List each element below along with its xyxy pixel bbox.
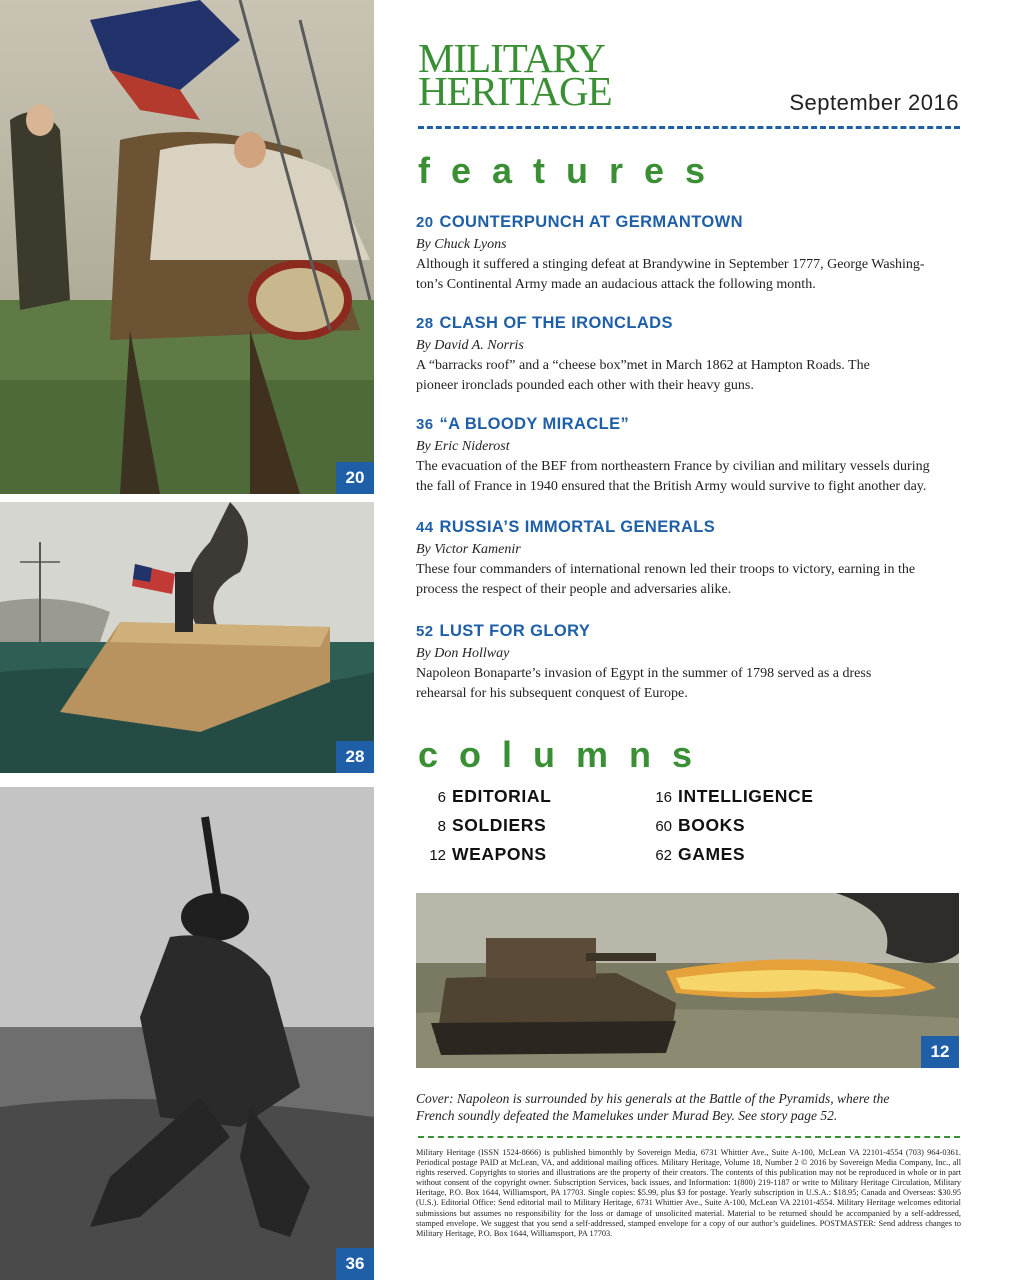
ironclad-painting-illustration	[0, 502, 374, 773]
feature-title	[416, 313, 964, 334]
description-line: The evacuation of the BEF from northeastern France by civilian and military vessels during	[416, 459, 930, 474]
description-line: Although it suffered a stinging defeat at Brandywine in September 1777, George Washing-	[416, 257, 925, 272]
feature-item[interactable]	[416, 212, 964, 295]
column-page-number: 62	[655, 847, 672, 864]
feature-byline: By David A. Norris	[416, 338, 524, 353]
feature-description	[416, 457, 964, 497]
feature-page-number: 36	[416, 416, 434, 433]
description-line: rehearsal for his subsequent conquest of Europe.	[416, 686, 688, 701]
description-line: A “barracks roof” and a “cheese box”met in March 1862 at Hampton Roads. The	[416, 358, 870, 373]
feature-item[interactable]	[416, 414, 964, 497]
column-item-books[interactable]	[644, 815, 874, 836]
column-label: BOOKS	[678, 815, 746, 835]
masthead-divider	[418, 126, 960, 129]
description-line: process the respect of their people and adversaries alike.	[416, 582, 732, 597]
features-heading: features	[418, 150, 727, 191]
brand-logo-line1: MILITARY	[418, 35, 605, 81]
column-item-intelligence[interactable]	[644, 786, 874, 807]
caption-line: French soundly defeated the Mamelukes under Murad Bey. See story page 52.	[416, 1108, 838, 1123]
column-page-number: 6	[437, 789, 446, 806]
feature-page-number: 44	[416, 519, 434, 536]
battle-painting-illustration	[0, 0, 374, 494]
masthead	[418, 35, 963, 120]
feature-title	[416, 212, 964, 233]
tank-photograph-illustration	[416, 893, 959, 1068]
columns-heading: columns	[418, 734, 714, 775]
feature-title-text: CLASH OF THE IRONCLADS	[439, 314, 673, 332]
feature-description	[416, 560, 964, 600]
column-item-soldiers[interactable]	[418, 815, 648, 836]
column-item-weapons[interactable]	[418, 844, 648, 865]
soldier-photograph-illustration	[0, 787, 374, 1280]
feature-byline: By Eric Niderost	[416, 439, 510, 454]
column-page-number: 16	[655, 789, 672, 806]
column-page-number: 60	[655, 818, 672, 835]
description-line: Napoleon Bonaparte’s invasion of Egypt in the summer of 1798 served as a dress	[416, 666, 872, 681]
photo-ironclad-painting	[0, 502, 374, 773]
feature-byline: By Don Hollway	[416, 646, 510, 661]
column-item-editorial[interactable]	[418, 786, 648, 807]
feature-description	[416, 664, 964, 704]
feature-byline: By Victor Kamenir	[416, 542, 521, 557]
feature-title-text: RUSSIA’S IMMORTAL GENERALS	[439, 518, 716, 536]
feature-page-number: 52	[416, 623, 434, 640]
column-label: WEAPONS	[452, 844, 547, 864]
description-line: pioneer ironclads pounded each other with their heavy guns.	[416, 378, 754, 393]
page-badge-28: 28	[336, 741, 374, 773]
cover-caption	[416, 1090, 961, 1124]
photo-flamethrower-tank	[416, 893, 959, 1068]
column-item-games[interactable]	[644, 844, 874, 865]
feature-page-number: 20	[416, 214, 434, 231]
publication-info: Military Heritage (ISSN 1524-8666) is published bimonthly by Sovereign Media, 6731 Whittier Ave., Suite A-100, McLean VA 22101-4554 (703) 964-0361. Periodical postage PAID at McLean, VA, and additional mailing offices. Military Heritage, Volume 18, Number 2 © 2016 by Sovereign Media Company, Inc., all rights reserved. Copyrights to stories and illustrations are the property of their creators. The contents of this publication may not be reproduced in whole or in part without consent of the copyright owner. Subscription Services, back issues, and Information: 1(800) 219-1187 or write to Military Heritage Circulation, Military Heritage, P.O. Box 1644, Williamsport, PA 17703. Single copies: $5.99, plus $3 for postage. Yearly subscription in U.S.A.: $18.95; Canada and Overseas: $30.95 (U.S.). Editorial Office: Send editorial mail to Military Heritage, 6731 Whittier Ave., Suite A-100, McLean VA 22101-4554. Military Heritage welcomes editorial submissions but assumes no responsibility for the loss or damage of unsolicited material. Material to be returned should be accompanied by a self-addressed, stamped envelope. We suggest that you send a self-addressed, stamped envelope for a copy of our author’s guidelines. POSTMASTER: Send address changes to Military Heritage, P.O. Box 1644, Williamsport, PA 17703.	[416, 1148, 961, 1238]
feature-title	[416, 621, 964, 642]
description-line: ton’s Continental Army made an audacious attack the following month.	[416, 277, 816, 292]
feature-page-number: 28	[416, 315, 434, 332]
feature-item[interactable]	[416, 517, 964, 600]
column-label: GAMES	[678, 844, 746, 864]
column-label: EDITORIAL	[452, 786, 552, 806]
column-page-number: 12	[429, 847, 446, 864]
column-page-number: 8	[437, 818, 446, 835]
feature-item[interactable]	[416, 313, 964, 396]
feature-description	[416, 356, 964, 396]
feature-byline: By Chuck Lyons	[416, 237, 507, 252]
issue-date: September 2016	[789, 90, 959, 115]
description-line: the fall of France in 1940 ensured that the British Army would survive to fight another day.	[416, 479, 927, 494]
brand-logo-line2: HERITAGE	[418, 68, 612, 114]
feature-description	[416, 255, 964, 295]
feature-title-text: LUST FOR GLORY	[439, 622, 591, 640]
page-badge-36: 36	[336, 1248, 374, 1280]
column-label: SOLDIERS	[452, 815, 547, 835]
feature-item[interactable]	[416, 621, 964, 704]
feature-title	[416, 414, 964, 435]
feature-title	[416, 517, 964, 538]
photo-soldier	[0, 787, 374, 1280]
feature-title-text: COUNTERPUNCH AT GERMANTOWN	[439, 213, 743, 231]
feature-title-text: “A BLOODY MIRACLE”	[439, 415, 630, 433]
description-line: These four commanders of international renown led their troops to victory, earning in the	[416, 562, 916, 577]
caption-divider	[418, 1136, 960, 1138]
column-label: INTELLIGENCE	[678, 786, 814, 806]
page-badge-20: 20	[336, 462, 374, 494]
left-photo-column	[0, 0, 374, 1280]
photo-germantown-painting	[0, 0, 374, 494]
caption-line: Cover: Napoleon is surrounded by his generals at the Battle of the Pyramids, where the	[416, 1091, 890, 1106]
page-badge-12: 12	[921, 1036, 959, 1068]
